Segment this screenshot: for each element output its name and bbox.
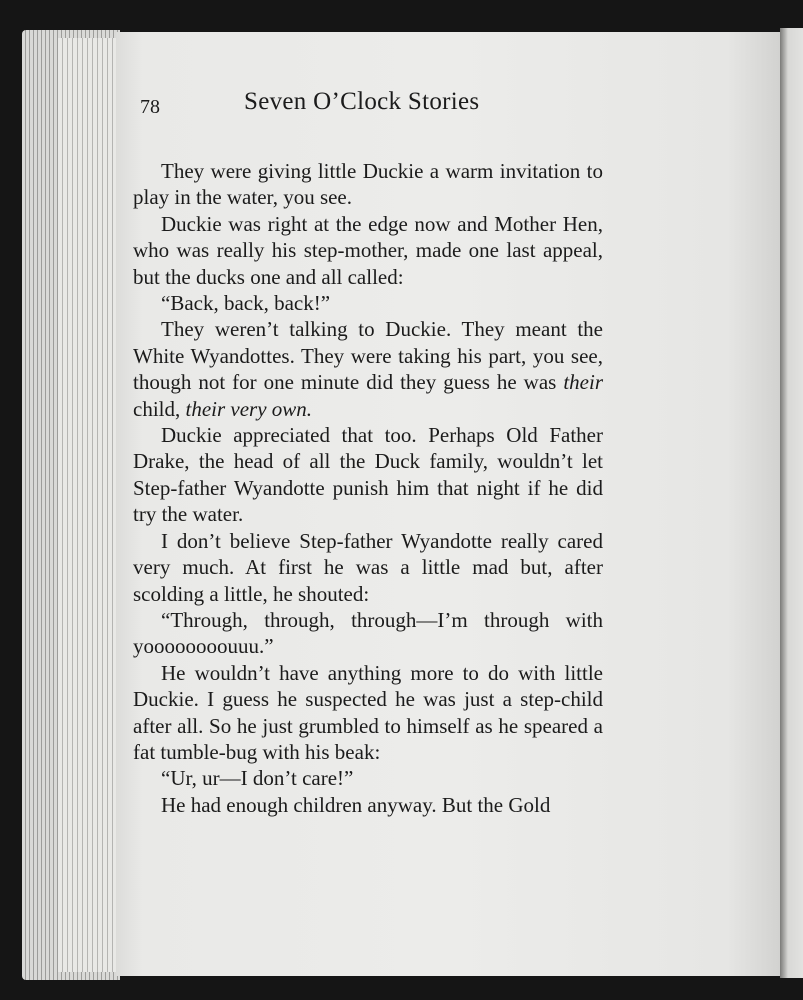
paragraph-with-emphasis	[133, 316, 603, 422]
facing-page-edge	[780, 28, 803, 978]
paragraph: “Through, through, through—I’m through with yoooooooouuu.”	[133, 607, 603, 659]
paragraph: Duckie was right at the edge now and Mother Hen, who was really his step-mother, made one last appeal, but the ducks one and all called:	[133, 211, 603, 289]
paragraph: Duckie appreciated that too. Perhaps Old Father Drake, the head of all the Duck family, wouldn’t let Step-father Wyandotte punish him that night if he did try the water.	[133, 423, 603, 527]
page-number: 78	[140, 96, 160, 118]
body-text	[133, 158, 603, 818]
paragraph-part: child,	[133, 396, 186, 421]
paragraph: “Back, back, back!”	[161, 291, 331, 316]
emphasis: their	[563, 370, 603, 395]
emphasis: their very own.	[185, 396, 313, 421]
page-edges-inner	[58, 38, 120, 972]
paragraph-part: They weren’t talking to Duckie. They meant the White Wyandottes. They were taking his part, you see, though not for one minute did they guess he was	[133, 317, 603, 395]
paragraph: He had enough children anyway. But the Gold	[161, 792, 551, 817]
page-header	[140, 82, 620, 122]
paragraph: They were giving little Duckie a warm invitation to play in the water, you see.	[133, 159, 603, 210]
paragraph: He wouldn’t have anything more to do with little Duckie. I guess he suspected he was just a step-child after all. So he just grumbled to himself as he speared a fat tumble-bug with his beak:	[133, 660, 603, 764]
paragraph: “Ur, ur—I don’t care!”	[161, 766, 354, 791]
running-title: Seven O’Clock Stories	[244, 88, 480, 115]
paragraph: I don’t believe Step-father Wyandotte really cared very much. At first he was a little mad but, after scolding a little, he shouted:	[133, 528, 603, 606]
